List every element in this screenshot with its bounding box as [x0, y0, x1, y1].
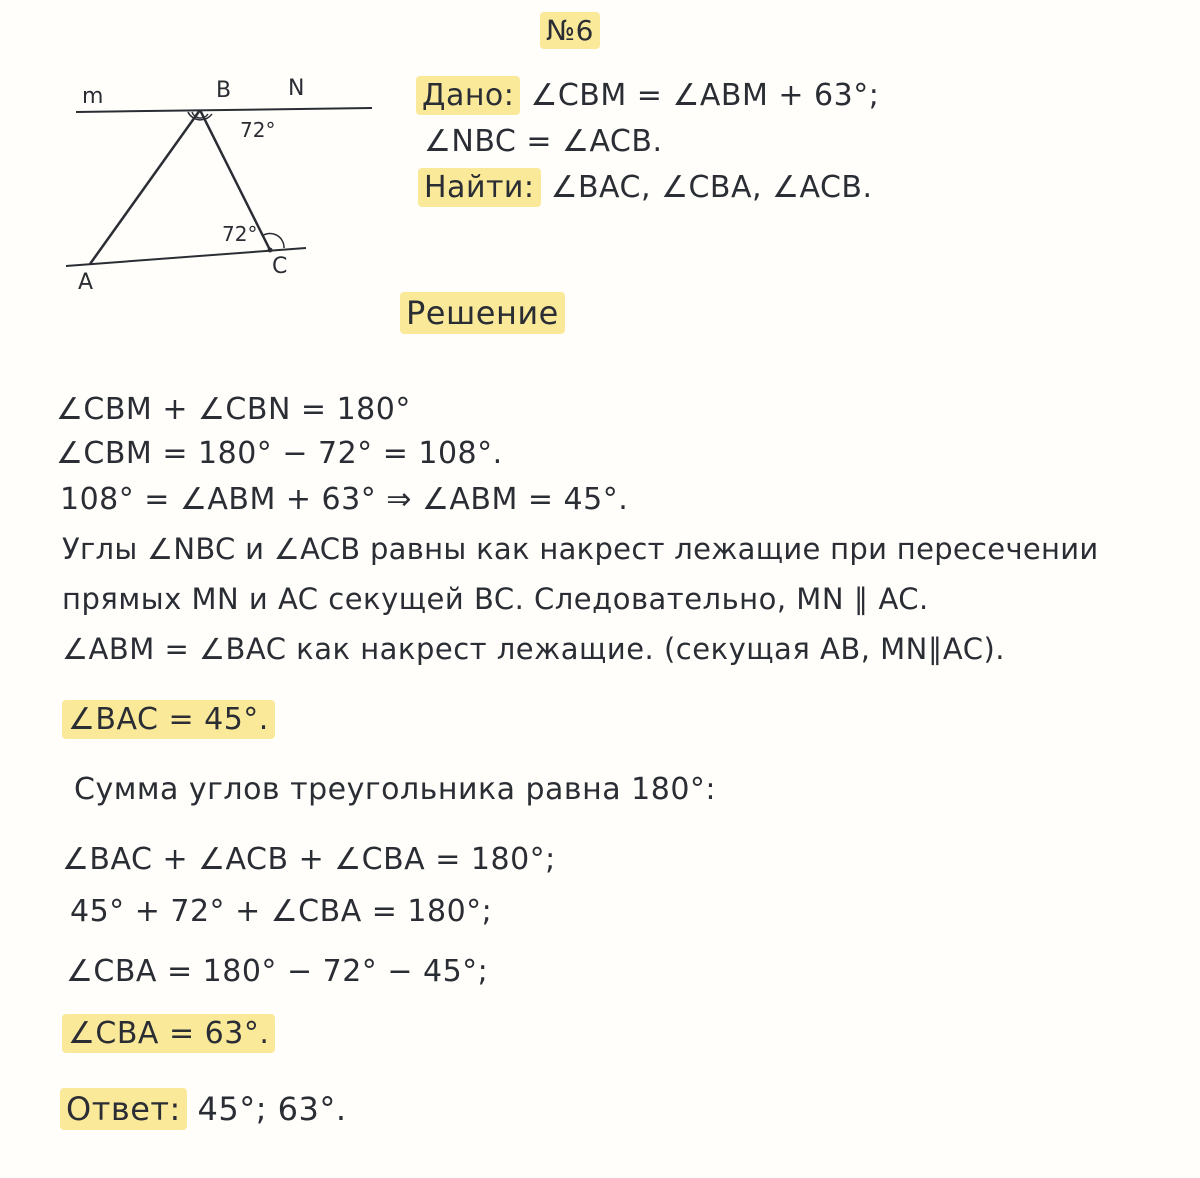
- segment-ab: [90, 110, 200, 264]
- result-bac: ∠BAC = 45°.: [62, 700, 275, 739]
- geometry-figure: [60, 70, 380, 300]
- answer-line: [60, 1090, 347, 1128]
- given-line-2: ∠NBC = ∠ACB.: [424, 124, 663, 159]
- line-mn: [76, 108, 372, 112]
- label-angle-top: 72°: [240, 118, 276, 142]
- label-n: N: [288, 76, 305, 101]
- given-text-1: ∠CBM = ∠ABM + 63°;: [530, 78, 880, 113]
- given-line-1: [416, 78, 879, 113]
- solution-line-8: Сумма углов треугольника равна 180°:: [74, 772, 717, 807]
- solution-line-5: прямых MN и AC секущей BC. Следовательно, MN ∥ AC.: [62, 582, 929, 616]
- solution-title: Решение: [400, 292, 565, 334]
- result-cba: ∠CBA = 63°.: [62, 1014, 275, 1053]
- solution-line-1: ∠CBM + ∠CBN = 180°: [56, 392, 411, 427]
- solution-line-3: 108° = ∠ABM + 63° ⇒ ∠ABM = 45°.: [60, 482, 629, 517]
- answer-label: Ответ:: [60, 1088, 187, 1130]
- find-text: ∠BAC, ∠CBA, ∠ACB.: [550, 170, 873, 205]
- solution-line-2: ∠CBM = 180° − 72° = 108°.: [56, 436, 503, 471]
- find-label: Найти:: [418, 168, 541, 207]
- solution-line-11: ∠CBA = 180° − 72° − 45°;: [66, 954, 489, 989]
- label-b: B: [216, 78, 232, 103]
- solution-line-9: ∠BAC + ∠ACB + ∠CBA = 180°;: [62, 842, 556, 877]
- label-c: C: [272, 254, 288, 279]
- task-number: №6: [540, 12, 600, 49]
- find-line: [418, 170, 873, 205]
- label-a: A: [78, 270, 94, 295]
- answer-text: 45°; 63°.: [197, 1090, 347, 1128]
- solution-line-10: 45° + 72° + ∠CBA = 180°;: [70, 894, 493, 929]
- solution-line-4: Углы ∠NBC и ∠ACB равны как накрест лежащие при пересечении: [62, 532, 1099, 566]
- point-c: [268, 248, 273, 253]
- label-m: m: [82, 84, 104, 109]
- label-angle-bottom: 72°: [222, 222, 258, 246]
- given-label: Дано:: [416, 76, 520, 115]
- solution-line-6: ∠ABM = ∠BAC как накрест лежащие. (секущая AB, MN∥AC).: [62, 632, 1005, 666]
- figure-drawing: [60, 70, 380, 300]
